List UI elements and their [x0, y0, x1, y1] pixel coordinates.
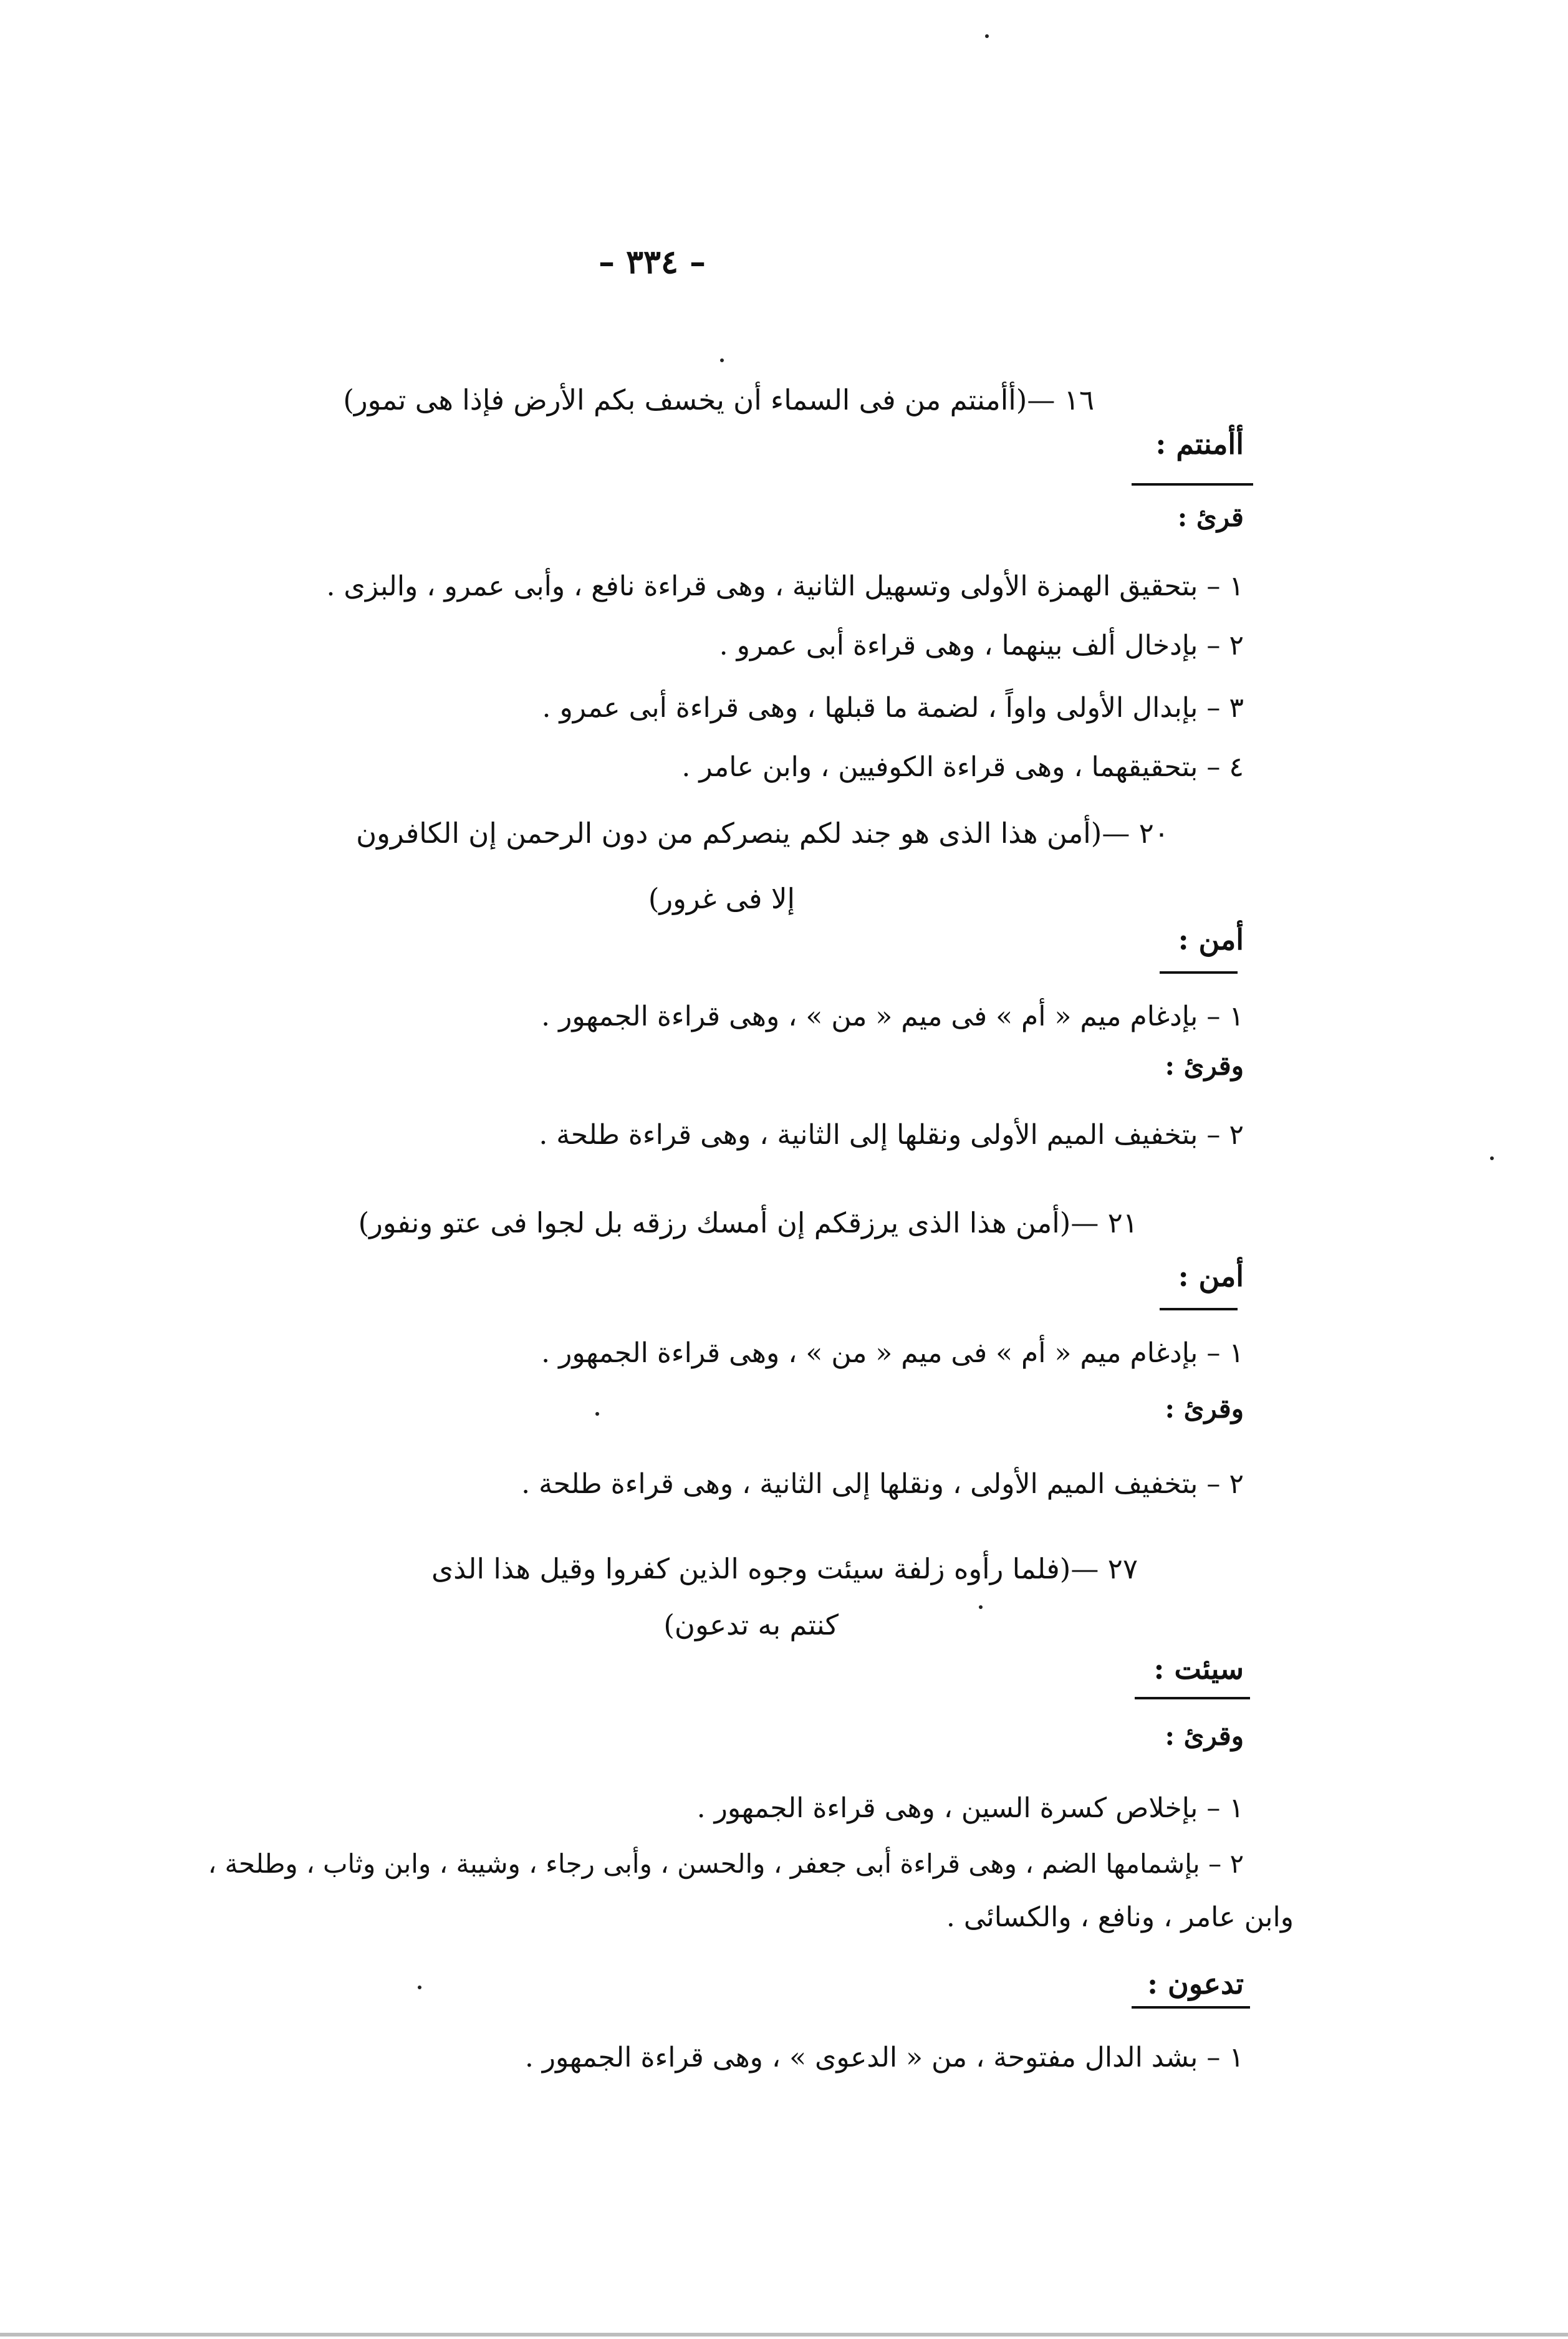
heading-underline: [1160, 971, 1238, 974]
verse-20-line-1: ٢٠ —(أمن هذا الذى هو جند لكم ينصركم من دون الرحمن إن الكافرون: [356, 817, 1169, 850]
word-heading-amman: أمن :: [1178, 1259, 1244, 1293]
heading-underline: [1132, 483, 1253, 486]
heading-underline: [1160, 1308, 1238, 1310]
heading-underline: [1135, 1697, 1250, 1699]
word-heading-tadaun: تدعون :: [1147, 1967, 1244, 2000]
scan-speck: [985, 34, 989, 38]
page-number: – ٣٣٤ –: [599, 243, 706, 281]
page-bottom-edge: [0, 2333, 1568, 2337]
label-wa-quri: وقرئ :: [1165, 1721, 1244, 1751]
scan-speck: [1490, 1156, 1494, 1160]
reading-line-2: ٢ – بتخفيف الميم الأولى ونقلها إلى الثانية ، وهى قراءة طلحة .: [539, 1119, 1244, 1151]
scan-speck: [979, 1605, 983, 1609]
label-quri: قرئ :: [1177, 502, 1244, 532]
verse-20-line-2: إلا فى غرور): [648, 882, 795, 915]
word-heading-amman: أمن :: [1178, 923, 1244, 956]
label-wa-quri: وقرئ :: [1165, 1050, 1244, 1081]
word-heading-aamintum: أأمنتم :: [1155, 427, 1244, 461]
reading-line-1: ١ – بإدغام ميم « أم » فى ميم « من » ، وهى قراءة الجمهور .: [541, 1001, 1244, 1032]
reading-line-3: ٣ – بإبدال الأولى واواً ، لضمة ما قبلها ، وهى قراءة أبى عمرو .: [542, 692, 1244, 724]
reading-line-2: ٢ – بإدخال ألف بينهما ، وهى قراءة أبى عمرو .: [719, 630, 1244, 661]
verse-27-line-1: ٢٧ —(فلما رأوه زلفة سيئت وجوه الذين كفروا وقيل هذا الذى: [431, 1552, 1138, 1585]
reading-line-2: ٢ – بتخفيف الميم الأولى ، ونقلها إلى الثانية ، وهى قراءة طلحة .: [521, 1468, 1244, 1500]
scan-speck: [720, 358, 724, 362]
reading-line-1: ١ – بتحقيق الهمزة الأولى وتسهيل الثانية ، وهى قراءة نافع ، وأبى عمرو ، والبزى .: [326, 570, 1244, 602]
reading-line-2-continued: وابن عامر ، ونافع ، والكسائى .: [946, 1901, 1294, 1933]
verse-27-line-2: كنتم به تدعون): [663, 1608, 839, 1641]
word-heading-siat: سيئت :: [1153, 1652, 1244, 1686]
heading-underline: [1132, 2006, 1250, 2009]
reading-line-1: ١ – بإدغام ميم « أم » فى ميم « من » ، وهى قراءة الجمهور .: [541, 1337, 1244, 1369]
label-wa-quri: وقرئ :: [1165, 1393, 1244, 1424]
scan-speck: [595, 1412, 599, 1416]
scan-speck: [418, 1986, 421, 1989]
reading-line-1: ١ – بشد الدال مفتوحة ، من « الدعوى » ، وهى قراءة الجمهور .: [524, 2042, 1244, 2073]
reading-line-4: ٤ – بتحقيقهما ، وهى قراءة الكوفيين ، وابن عامر .: [681, 751, 1244, 783]
reading-line-1: ١ – بإخلاص كسرة السين ، وهى قراءة الجمهور .: [696, 1792, 1244, 1824]
reading-line-2: ٢ – بإشمامها الضم ، وهى قراءة أبى جعفر ، والحسن ، وأبى رجاء ، وشيبة ، وابن وثاب ، وطلحة ،: [208, 1848, 1244, 1879]
verse-21: ٢١ —(أمن هذا الذى يرزقكم إن أمسك رزقه بل لجوا فى عتو ونفور): [358, 1206, 1138, 1239]
verse-16: ١٦ —(أأمنتم من فى السماء أن يخسف بكم الأرض فإذا هى تمور): [343, 383, 1094, 416]
